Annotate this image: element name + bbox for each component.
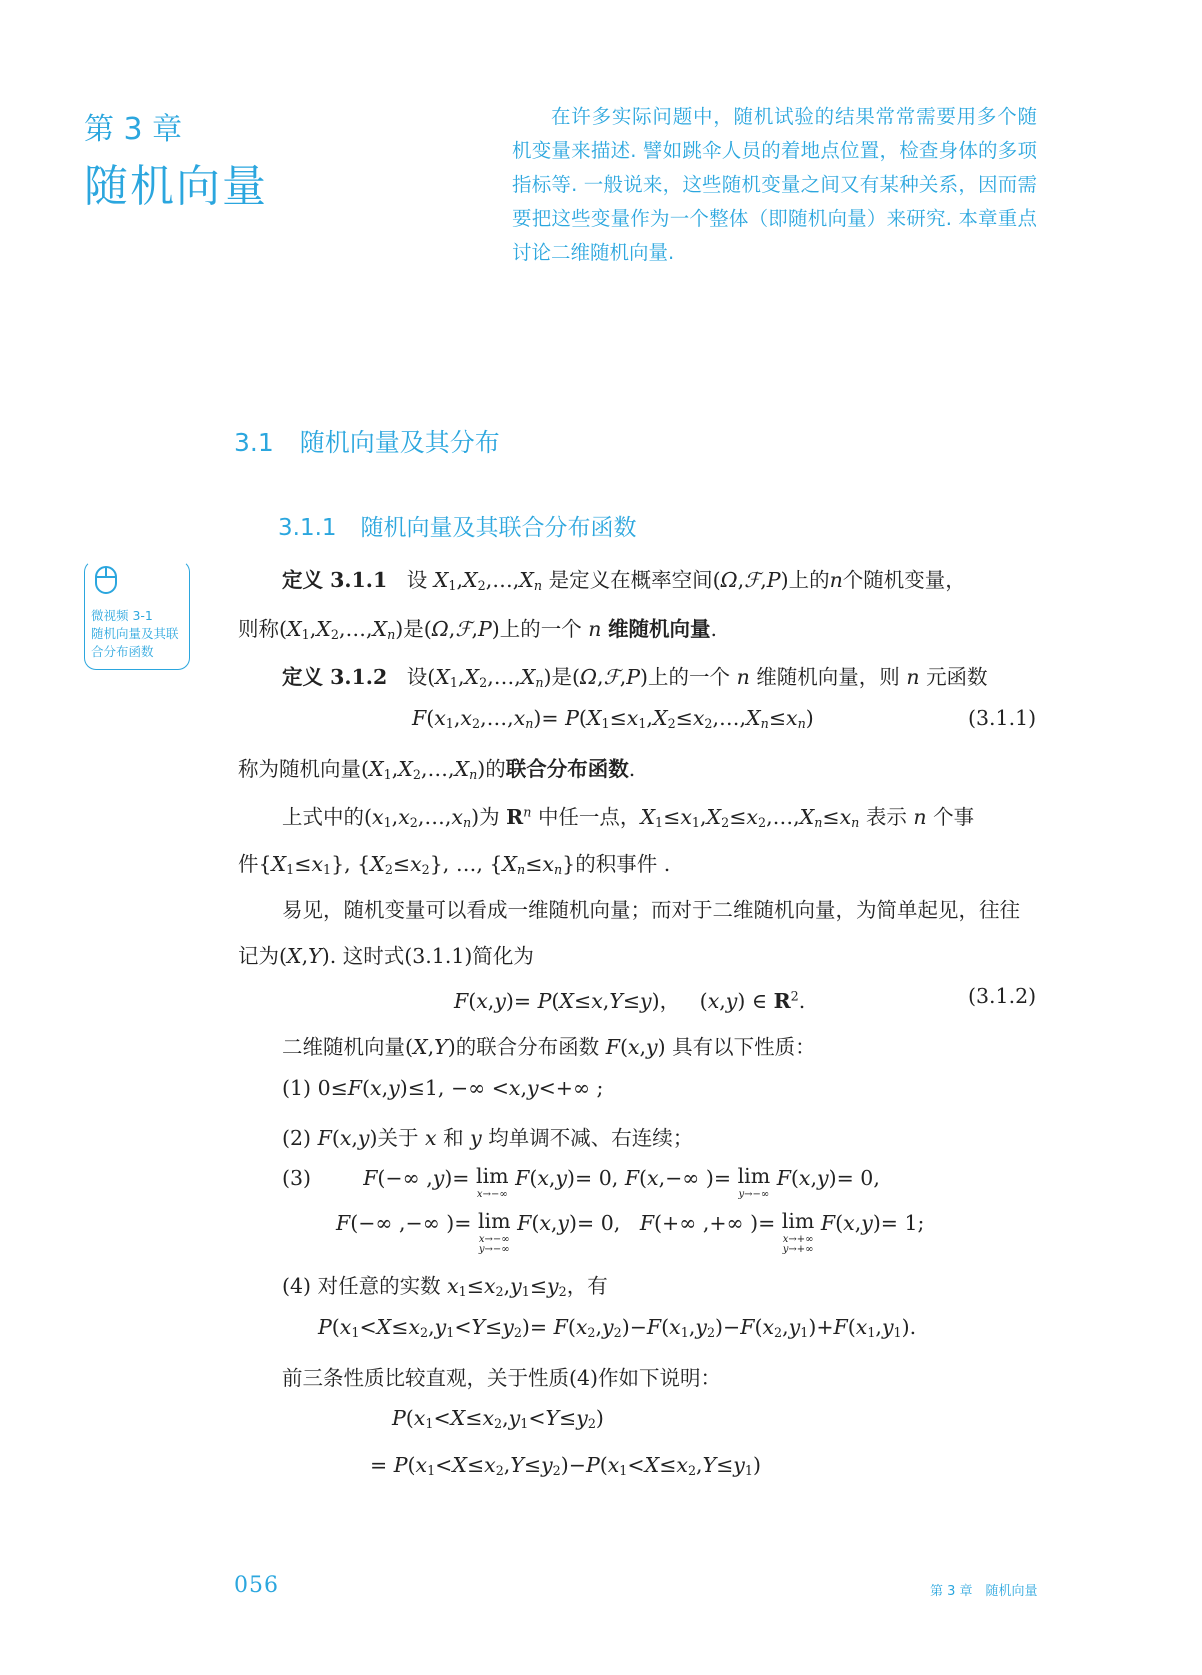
micro-video-label: 微视频 3-1 随机向量及其联 合分布函数 <box>91 608 179 659</box>
properties-intro: 二维随机向量(X,Y)的联合分布函数 F(x,y) 具有以下性质： <box>282 1035 816 1059</box>
chapter-intro <box>512 100 1037 270</box>
mouse-icon <box>94 565 118 595</box>
definition-2-line-2: 称为随机向量$(X_1,X_2,\dots,X_n)$的联合分布函数. <box>238 757 636 783</box>
paragraph-2-line-2: 记为(X,Y). 这时式(3.1.1)简化为 <box>238 944 534 968</box>
chapter-number: 第 3 章 <box>84 112 183 147</box>
equation-3-1-2: F(x,y)= P(X≤x,Y≤y)， (x,y) ∈ $R^2$. <box>454 988 806 1013</box>
paragraph-3: 前三条性质比较直观，关于性质(4)作如下说明： <box>282 1366 722 1390</box>
term-n-dim-random-vector: 维随机向量 <box>608 617 711 641</box>
paragraph-1-line-2: 件$\{X_1\le x_1\}$, $\{X_2\le x_2\}$, …, $\{X_n\le x_n\}$的积事件 . <box>238 852 671 878</box>
derivation-line-1: $P(x_1<X\le x_2,y_1<Y\le y_2)$ <box>392 1406 604 1432</box>
paragraph-2-line-1: 易见，随机变量可以看成一维随机向量；而对于二维随机向量，为简单起见，往往 <box>282 898 1020 922</box>
definition-1-line-1: 定义 3.1.1 设 $X_1,X_2,\dots,X_n$ 是定义在概率空间(Ω,ℱ,P)上的n个随机变量， <box>282 568 966 594</box>
derivation-line-2: = $P(x_1<X\le x_2,Y\le y_2)-P(x_1<X\le x_2,Y\le y_1)$ <box>370 1453 761 1479</box>
definition-2-line-1: 定义 3.1.2 设$(X_1,X_2,\dots,X_n)$是(Ω,ℱ,P)上的一个 n 维随机向量，则 n 元函数 <box>282 665 988 691</box>
property-4-formula: $P(x_1<X\le x_2,y_1<Y\le y_2)= F(x_2,y_2)-F(x_1,y_2)-F(x_2,y_1)+F(x_1,y_1)$. <box>318 1315 917 1341</box>
property-2: (2) F(x,y)关于 x 和 y 均单调不减、右连续； <box>282 1126 694 1150</box>
equation-number-2: (3.1.2) <box>968 984 1037 1008</box>
section-heading <box>234 423 500 459</box>
property-3-line-2: F(−∞ ,−∞ )= lim x→−∞ y→−∞ F(x,y)= 0, F(+∞ ,+∞ )= lim x→+∞ y→+∞ F(x,y)= 1; <box>336 1209 925 1255</box>
term-joint-distribution-function: 联合分布函数 <box>505 757 629 781</box>
subsection-heading <box>278 509 637 542</box>
section-title: 随机向量及其分布 <box>299 428 500 457</box>
definition-2-label: 定义 3.1.2 <box>282 665 388 689</box>
chapter-intro-text: 在许多实际问题中，随机试验的结果常常需要用多个随机变量来描述. 譬如跳伞人员的着地点位置，检查身体的多项指标等. 一般说来，这些随机变量之间又有某种关系，因而需要把这些变量作为一个整体（即随机向量）来研究. 本章重点讨论二维随机向量. <box>512 105 1037 264</box>
definition-1-label: 定义 3.1.1 <box>282 568 388 592</box>
chapter-title: 随机向量 <box>84 161 268 212</box>
paragraph-1-line-1: 上式中的$(x_1,x_2,\dots,x_n)$为 $R^n$ 中任一点，$X_1\le x_1,X_2\le x_2,\dots,X_n\le x_n$ 表示 n 个事 <box>282 804 975 831</box>
equation-3-1-1: $F(x_1,x_2,\dots,x_n)=$ $P(X_1\le x_1,X_2\le x_2,\dots,X_n\le x_n)$ <box>412 706 814 732</box>
subsection-title: 随机向量及其联合分布函数 <box>360 515 637 541</box>
property-1: (1) 0≤F(x,y)≤1, −∞ <x,y<+∞ ; <box>282 1076 604 1100</box>
equation-number-1: (3.1.1) <box>968 706 1037 730</box>
property-4: (4) 对任意的实数 $x_1\le x_2,y_1\le y_2$，有 <box>282 1274 608 1300</box>
micro-video-box[interactable] <box>84 560 190 670</box>
section-number: 3.1 <box>234 428 274 457</box>
running-head: 第 3 章 随机向量 <box>930 1584 1038 1599</box>
property-3-line-1: (3) F(−∞ ,y)= lim x→−∞ F(x,y)= 0, F(x,−∞ )= lim y→−∞ F(x,y)= 0, <box>282 1164 880 1200</box>
page-number: 056 <box>234 1573 279 1598</box>
subsection-number: 3.1.1 <box>278 515 337 541</box>
definition-1-line-2: 则称$(X_1,X_2,\dots,X_n)$是(Ω,ℱ,P)上的一个 n 维随机向量. <box>238 617 718 643</box>
